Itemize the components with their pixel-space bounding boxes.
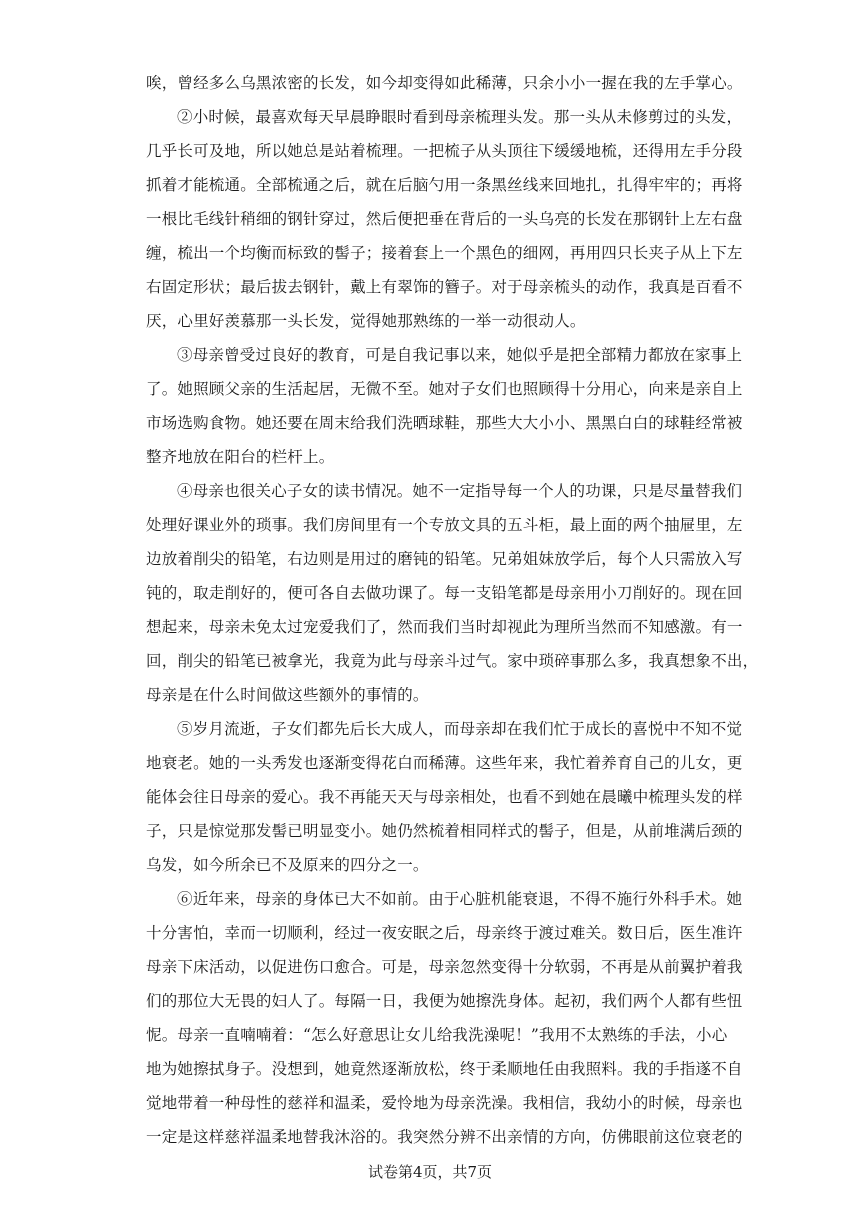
paragraph-2-line: ②小时候，最喜欢每天早晨睁眼时看到母亲梳理头发。那一头从未修剪过的头发， — [177, 108, 743, 126]
paragraph-6-line: ⑥近年来，母亲的身体已大不如前。由于心脏机能衰退，不得不施行外科手术。她 — [177, 890, 743, 908]
text-line: 想起来，母亲未免太过宠爱我们了，然而我们当时却视此为理所当然而不知感激。有一 — [146, 618, 743, 636]
text-line: 了。她照顾父亲的生活起居，无微不至。她对子女们也照顾得十分用心，向来是亲自上 — [146, 380, 743, 398]
article-body — [146, 66, 759, 1154]
text-line: 几乎长可及地，所以她总是站着梳理。一把梳子从头顶往下缓缓地梳，还得用左手分段 — [146, 142, 743, 160]
text-line: 厌，心里好羡慕那一头长发，觉得她那熟练的一举一动很动人。 — [146, 312, 586, 330]
page-footer: 试卷第4页，共7页 — [367, 1163, 493, 1181]
paragraph-5-line: ⑤岁月流逝，子女们都先后长大成人，而母亲却在我们忙于成长的喜悦中不知不觉 — [177, 720, 743, 738]
text-line: 觉地带着一种母性的慈祥和温柔，爱怜地为母亲洗澡。我相信，我幼小的时候，母亲也 — [146, 1094, 743, 1112]
text-line: 市场选购食物。她还要在周末给我们洗晒球鞋，那些大大小小、黑黑白白的球鞋经常被 — [146, 414, 743, 432]
text-line: 钝的，取走削好的，便可各自去做功课了。每一支铅笔都是母亲用小刀削好的。现在回 — [146, 584, 743, 602]
text-line: 能体会往日母亲的爱心。我不再能天天与母亲相处，也看不到她在晨曦中梳理头发的样 — [146, 788, 743, 806]
text-line: 一定是这样慈祥温柔地替我沐浴的。我突然分辨不出亲情的方向，仿佛眼前这位衰老的 — [146, 1128, 743, 1146]
text-line: 一根比毛线针稍细的钢针穿过，然后便把垂在背后的一头乌亮的长发在那钢针上左右盘 — [146, 210, 743, 228]
paragraph-3-line: ③母亲曾受过良好的教育，可是自我记事以来，她似乎是把全部精力都放在家事上 — [177, 346, 743, 364]
text-line: 母亲是在什么时间做这些额外的事情的。 — [146, 686, 429, 704]
text-line: 地衰老。她的一头秀发也逐渐变得花白而稀薄。这些年来，我忙着养育自己的儿女，更 — [146, 754, 743, 772]
paragraph-4-line: ④母亲也很关心子女的读书情况。她不一定指导每一个人的功课，只是尽量替我们 — [177, 482, 743, 500]
text-line: 唉，曾经多么乌黑浓密的长发，如今却变得如此稀薄，只余小小一握在我的左手掌心。 — [146, 74, 743, 92]
text-line: 十分害怕，幸而一切顺利，经过一夜安眠之后，母亲终于渡过难关。数日后，医生准许 — [146, 924, 743, 942]
text-line: 乌发，如今所余已不及原来的四分之一。 — [146, 856, 429, 874]
text-line: 母亲下床活动，以促进伤口愈合。可是，母亲忽然变得十分软弱，不再是从前翼护着我 — [146, 958, 743, 976]
text-line: 回，削尖的铅笔已被拿光，我竟为此与母亲斗过气。家中琐碎事那么多，我真想象不出， — [146, 652, 759, 670]
text-line: 右固定形状；最后拔去钢针，戴上有翠饰的簪子。对于母亲梳头的动作，我真是百看不 — [146, 278, 743, 296]
text-line: 边放着削尖的铅笔，右边则是用过的磨钝的铅笔。兄弟姐妹放学后，每个人只需放入写 — [146, 550, 743, 568]
text-line: 地为她擦拭身子。没想到，她竟然逐渐放松，终于柔顺地任由我照料。我的手指遂不自 — [146, 1060, 743, 1078]
text-line: 处理好课业外的琐事。我们房间里有一个专放文具的五斗柜，最上面的两个抽屉里，左 — [146, 516, 743, 534]
text-line: 整齐地放在阳台的栏杆上。 — [146, 448, 335, 466]
text-line: 缠，梳出一个均衡而标致的髻子；接着套上一个黑色的细网，再用四只长夹子从上下左 — [146, 244, 743, 262]
text-line: 子，只是惊觉那发髻已明显变小。她仍然梳着相同样式的髻子，但是，从前堆满后颈的 — [146, 822, 743, 840]
text-line: 们的那位大无畏的妇人了。每隔一日，我便为她擦洗身体。起初，我们两个人都有些忸 — [146, 992, 743, 1010]
text-line: 抓着才能梳通。全部梳通之后，就在后脑勺用一条黑丝线来回地扎，扎得牢牢的；再将 — [146, 176, 743, 194]
text-line: 怩。母亲一直喃喃着：“怎么好意思让女儿给我洗澡呢！”我用不太熟练的手法，小心 — [146, 1026, 728, 1044]
